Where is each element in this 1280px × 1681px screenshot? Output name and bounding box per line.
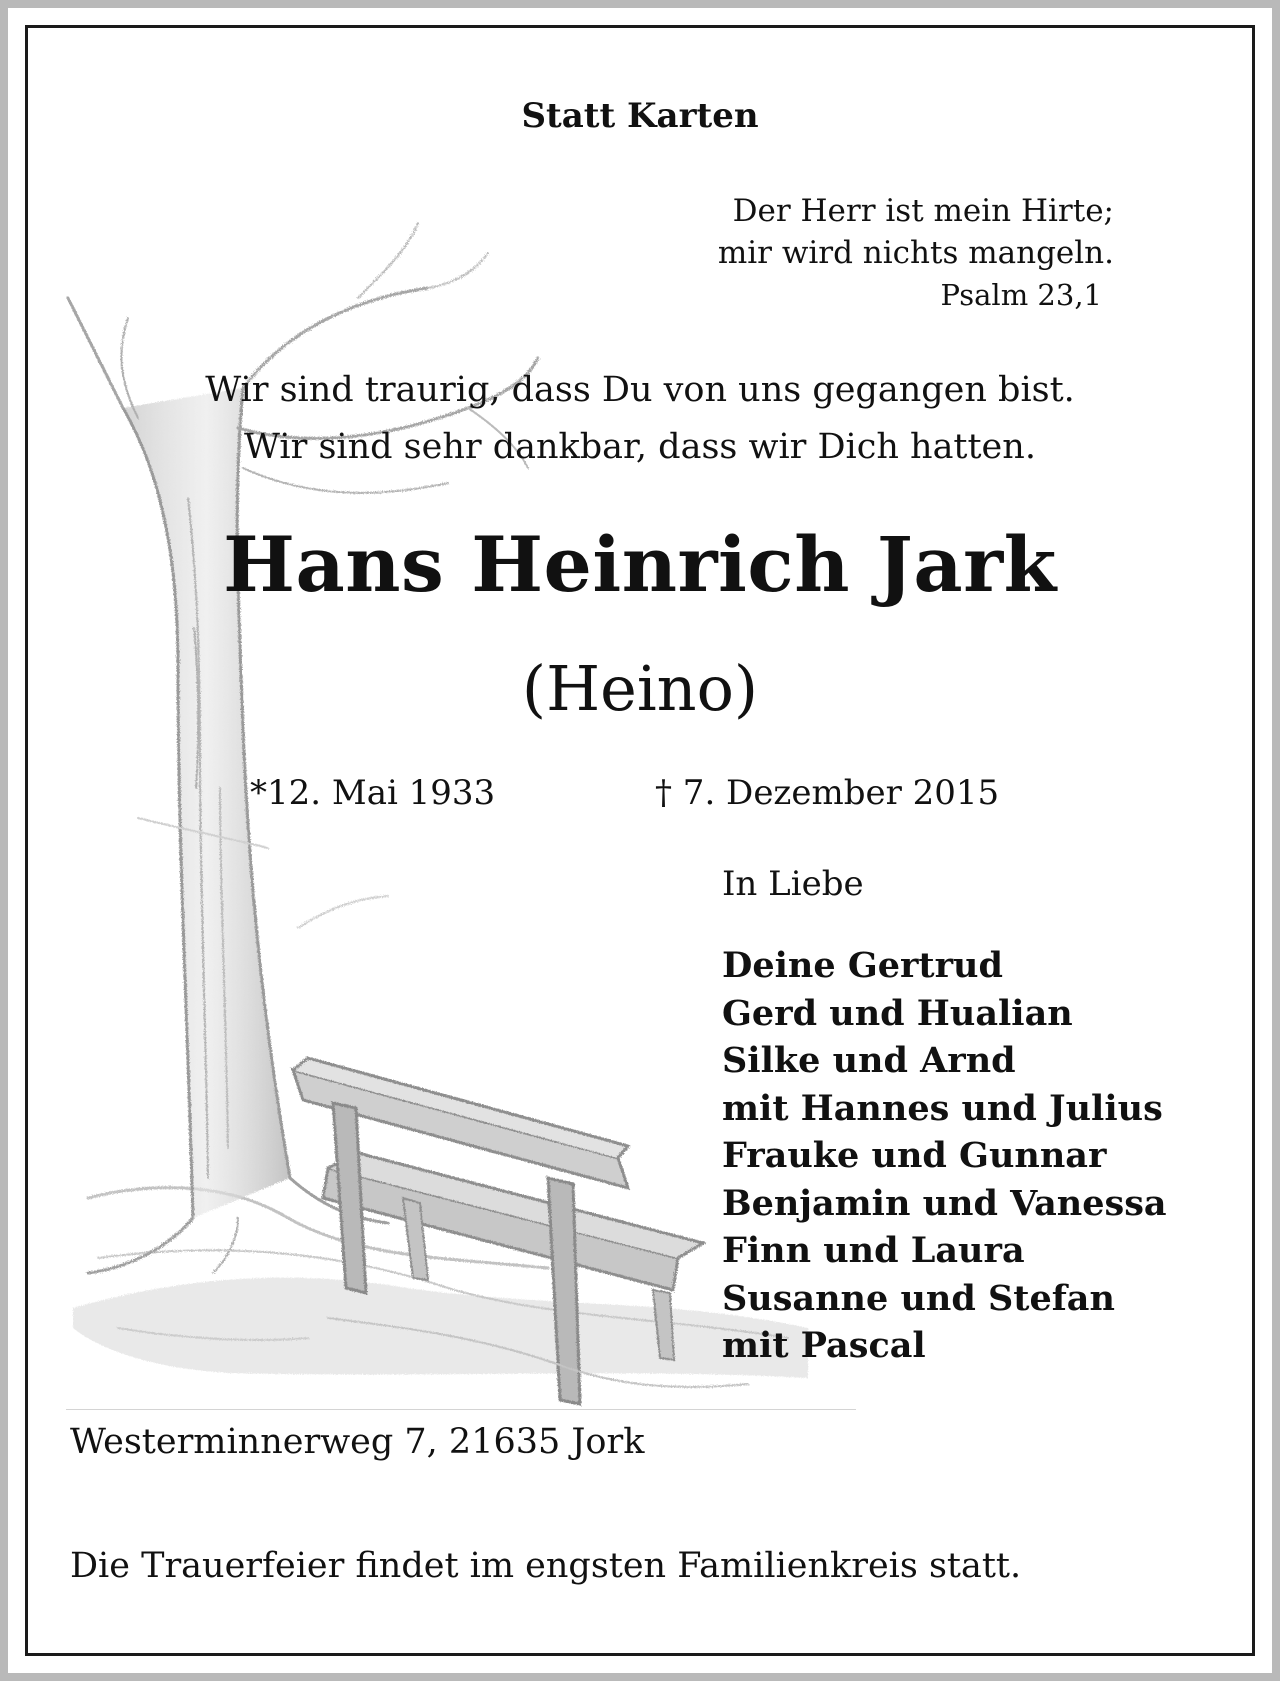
- in-love-label: In Liebe: [722, 864, 864, 904]
- notice-border: [25, 25, 1255, 1656]
- deceased-name: Hans Heinrich Jark: [223, 520, 1057, 609]
- address: Westerminnerweg 7, 21635 Jork: [70, 1422, 645, 1462]
- deceased-nickname: (Heino): [521, 652, 759, 725]
- family-member: Silke und Arnd: [722, 1040, 1016, 1081]
- funeral-note: Die Trauerfeier findet im engsten Familienkreis statt.: [70, 1546, 1022, 1586]
- psalm-reference: Psalm 23,1: [940, 278, 1102, 312]
- lead-line-2: Wir sind sehr dankbar, dass wir Dich hatten.: [244, 427, 1036, 467]
- birth-date: *12. Mai 1933: [250, 773, 496, 813]
- lead-line-1: Wir sind traurig, dass Du von uns gegangen bist.: [205, 370, 1075, 410]
- family-member: mit Pascal: [722, 1325, 926, 1366]
- death-date: † 7. Dezember 2015: [655, 773, 1000, 813]
- family-member: Gerd und Hualian: [722, 992, 1073, 1034]
- psalm-line-1: Der Herr ist mein Hirte;: [732, 193, 1114, 229]
- notice-page: [8, 8, 1272, 1673]
- header-statt-karten: Statt Karten: [521, 96, 759, 136]
- psalm-quote: [718, 190, 1114, 316]
- family-member: Benjamin und Vanessa: [722, 1182, 1167, 1224]
- divider-line: [66, 1409, 856, 1410]
- family-member: mit Hannes und Julius: [722, 1087, 1163, 1129]
- family-member: Finn und Laura: [722, 1230, 1025, 1271]
- family-member: Frauke und Gunnar: [722, 1135, 1107, 1176]
- family-list: [722, 942, 1167, 1370]
- psalm-line-2: mir wird nichts mangeln.: [717, 235, 1114, 271]
- family-member: Susanne und Stefan: [722, 1277, 1115, 1319]
- lead-text: [28, 362, 1252, 476]
- family-member: Deine Gertrud: [722, 945, 1003, 986]
